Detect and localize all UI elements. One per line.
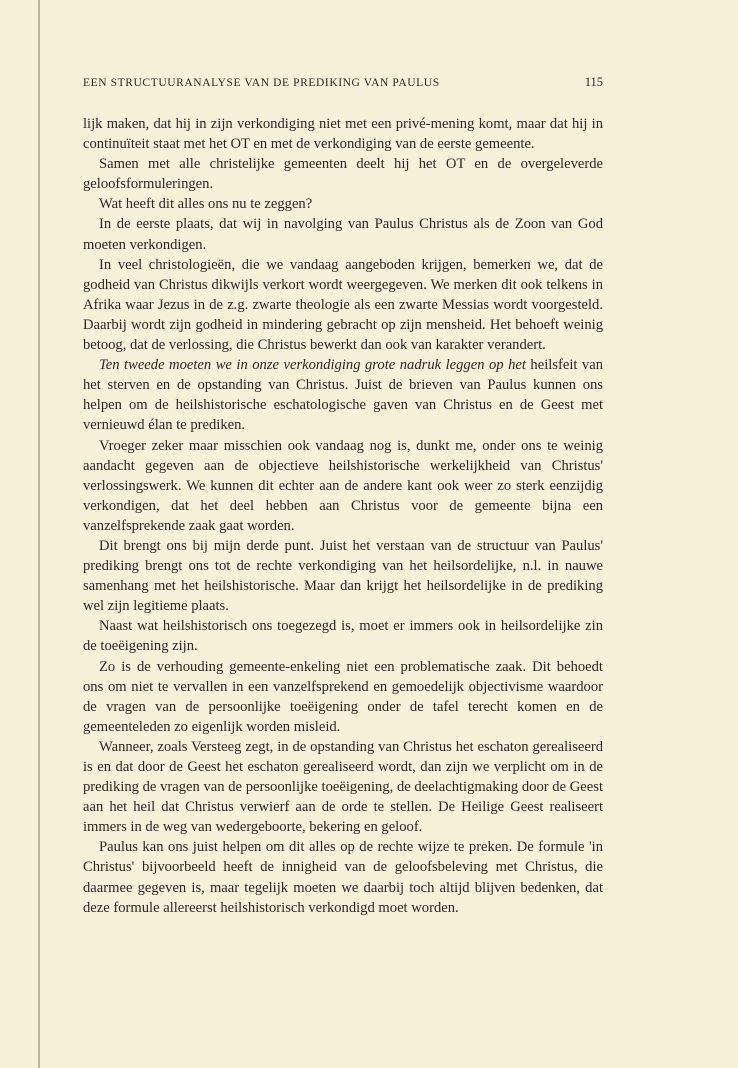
page-edge-line — [38, 0, 40, 1068]
paragraph-1: lijk maken, dat hij in zijn verkondiging niet met een privé-mening komt, maar dat hij in continuïteit staat met het OT en met de verkondiging van de eerste gemeente. — [83, 116, 603, 153]
paragraph-10: Zo is de verhouding gemeente-enkeling niet een problematische zaak. Dit behoedt ons om niet te vervallen in een vanzelfsprekend en gemoedelijk objectivisme waardoor de vragen van de persoonlijke toeëigening onder de tafel terecht komen en de gemeenteleden zo eigenlijk worden misleid. — [83, 658, 603, 735]
running-title: EEN STRUCTUURANALYSE VAN DE PREDIKING VAN PAULUS — [83, 77, 440, 89]
paragraph-12: Paulus kan ons juist helpen om dit alles op de rechte wijze te preken. De formule 'in Christus' bijvoorbeeld heeft de innigheid van de geloofsbeleving met Christus, die daarmee gegeven is, maar tegelijk moeten we daarbij toch altijd blijven bedenken, dat deze formule allereerst heilshistorisch verkondigd moet worden. — [83, 839, 603, 916]
running-header — [83, 75, 603, 90]
paragraph-6-rest: heilsfeit van het sterven en de opstanding van Christus. Juist de brieven van Paulus kunnen ons helpen om de heilshistorische eschatologische gaven van Christus en de Geest met vernieuwd élan te prediken. — [83, 357, 603, 434]
paragraph-8: Dit brengt ons bij mijn derde punt. Juist het verstaan van de structuur van Paulus' prediking brengt ons tot de rechte verkondiging van het heilsordelijke, n.l. in nauwe samenhang met het heilshistorische. Maar dan krijgt het heilsordelijke in de prediking wel zijn legitieme plaats. — [83, 537, 603, 615]
paragraph-11: Wanneer, zoals Versteeg zegt, in de opstanding van Christus het eschaton gerealiseerd is en dat door de Geest het eschaton gerealiseerd wordt, dan zijn we verplicht om in de prediking de vragen van de persoonlijke toeëigening, de deelachtigmaking door de Geest aan het heil dat Christus verwierf aan de orde te stellen. De Heilige Geest realiseert immers in de weg van wedergeboorte, bekering en geloof. — [83, 738, 603, 836]
italic-lead-in: Ten tweede moeten we in onze verkondiging grote nadruk leggen op het — [99, 357, 526, 374]
page-number: 115 — [584, 75, 603, 89]
body-text — [83, 114, 603, 918]
paragraph-6 — [83, 355, 603, 435]
paragraph-2: Samen met alle christelijke gemeenten deelt hij het OT en de overgeleverde geloofsformuleringen. — [83, 156, 603, 193]
paragraph-3: Wat heeft dit alles ons nu te zeggen? — [99, 196, 313, 213]
paragraph-4: In de eerste plaats, dat wij in navolging van Paulus Christus als de Zoon van God moeten verkondigen. — [83, 216, 603, 253]
paragraph-7: Vroeger zeker maar misschien ook vandaag nog is, dunkt me, onder ons te weinig aandacht gegeven aan de objectieve heilshistorische werkelijkheid van Christus' verlossingswerk. We kunnen dit echter aan de andere kant ook weer zo sterk eenzijdig verkondigen, dat het deel hebben aan Christus voor de gemeente bijna een vanzelfsprekende zaak gaat worden. — [83, 437, 603, 534]
paragraph-5: In veel christologieën, die we vandaag aangeboden krijgen, bemerken we, dat de godheid van Christus dikwijls verkort wordt weergegeven. We merken dit ook telkens in Afrika waar Jezus in de z.g. zwarte theologie als een zwarte Messias wordt voorgesteld. Daarbij wordt zijn godheid in mindering gebracht op zijn mensheid. Het behoeft weinig betoog, dat de verlossing, die Christus bewerkt dan ook van karakter verandert. — [83, 256, 603, 354]
paragraph-9: Naast wat heilshistorisch ons toegezegd is, moet er immers ook in heilsordelijke zin de toeëigening zijn. — [83, 618, 603, 655]
